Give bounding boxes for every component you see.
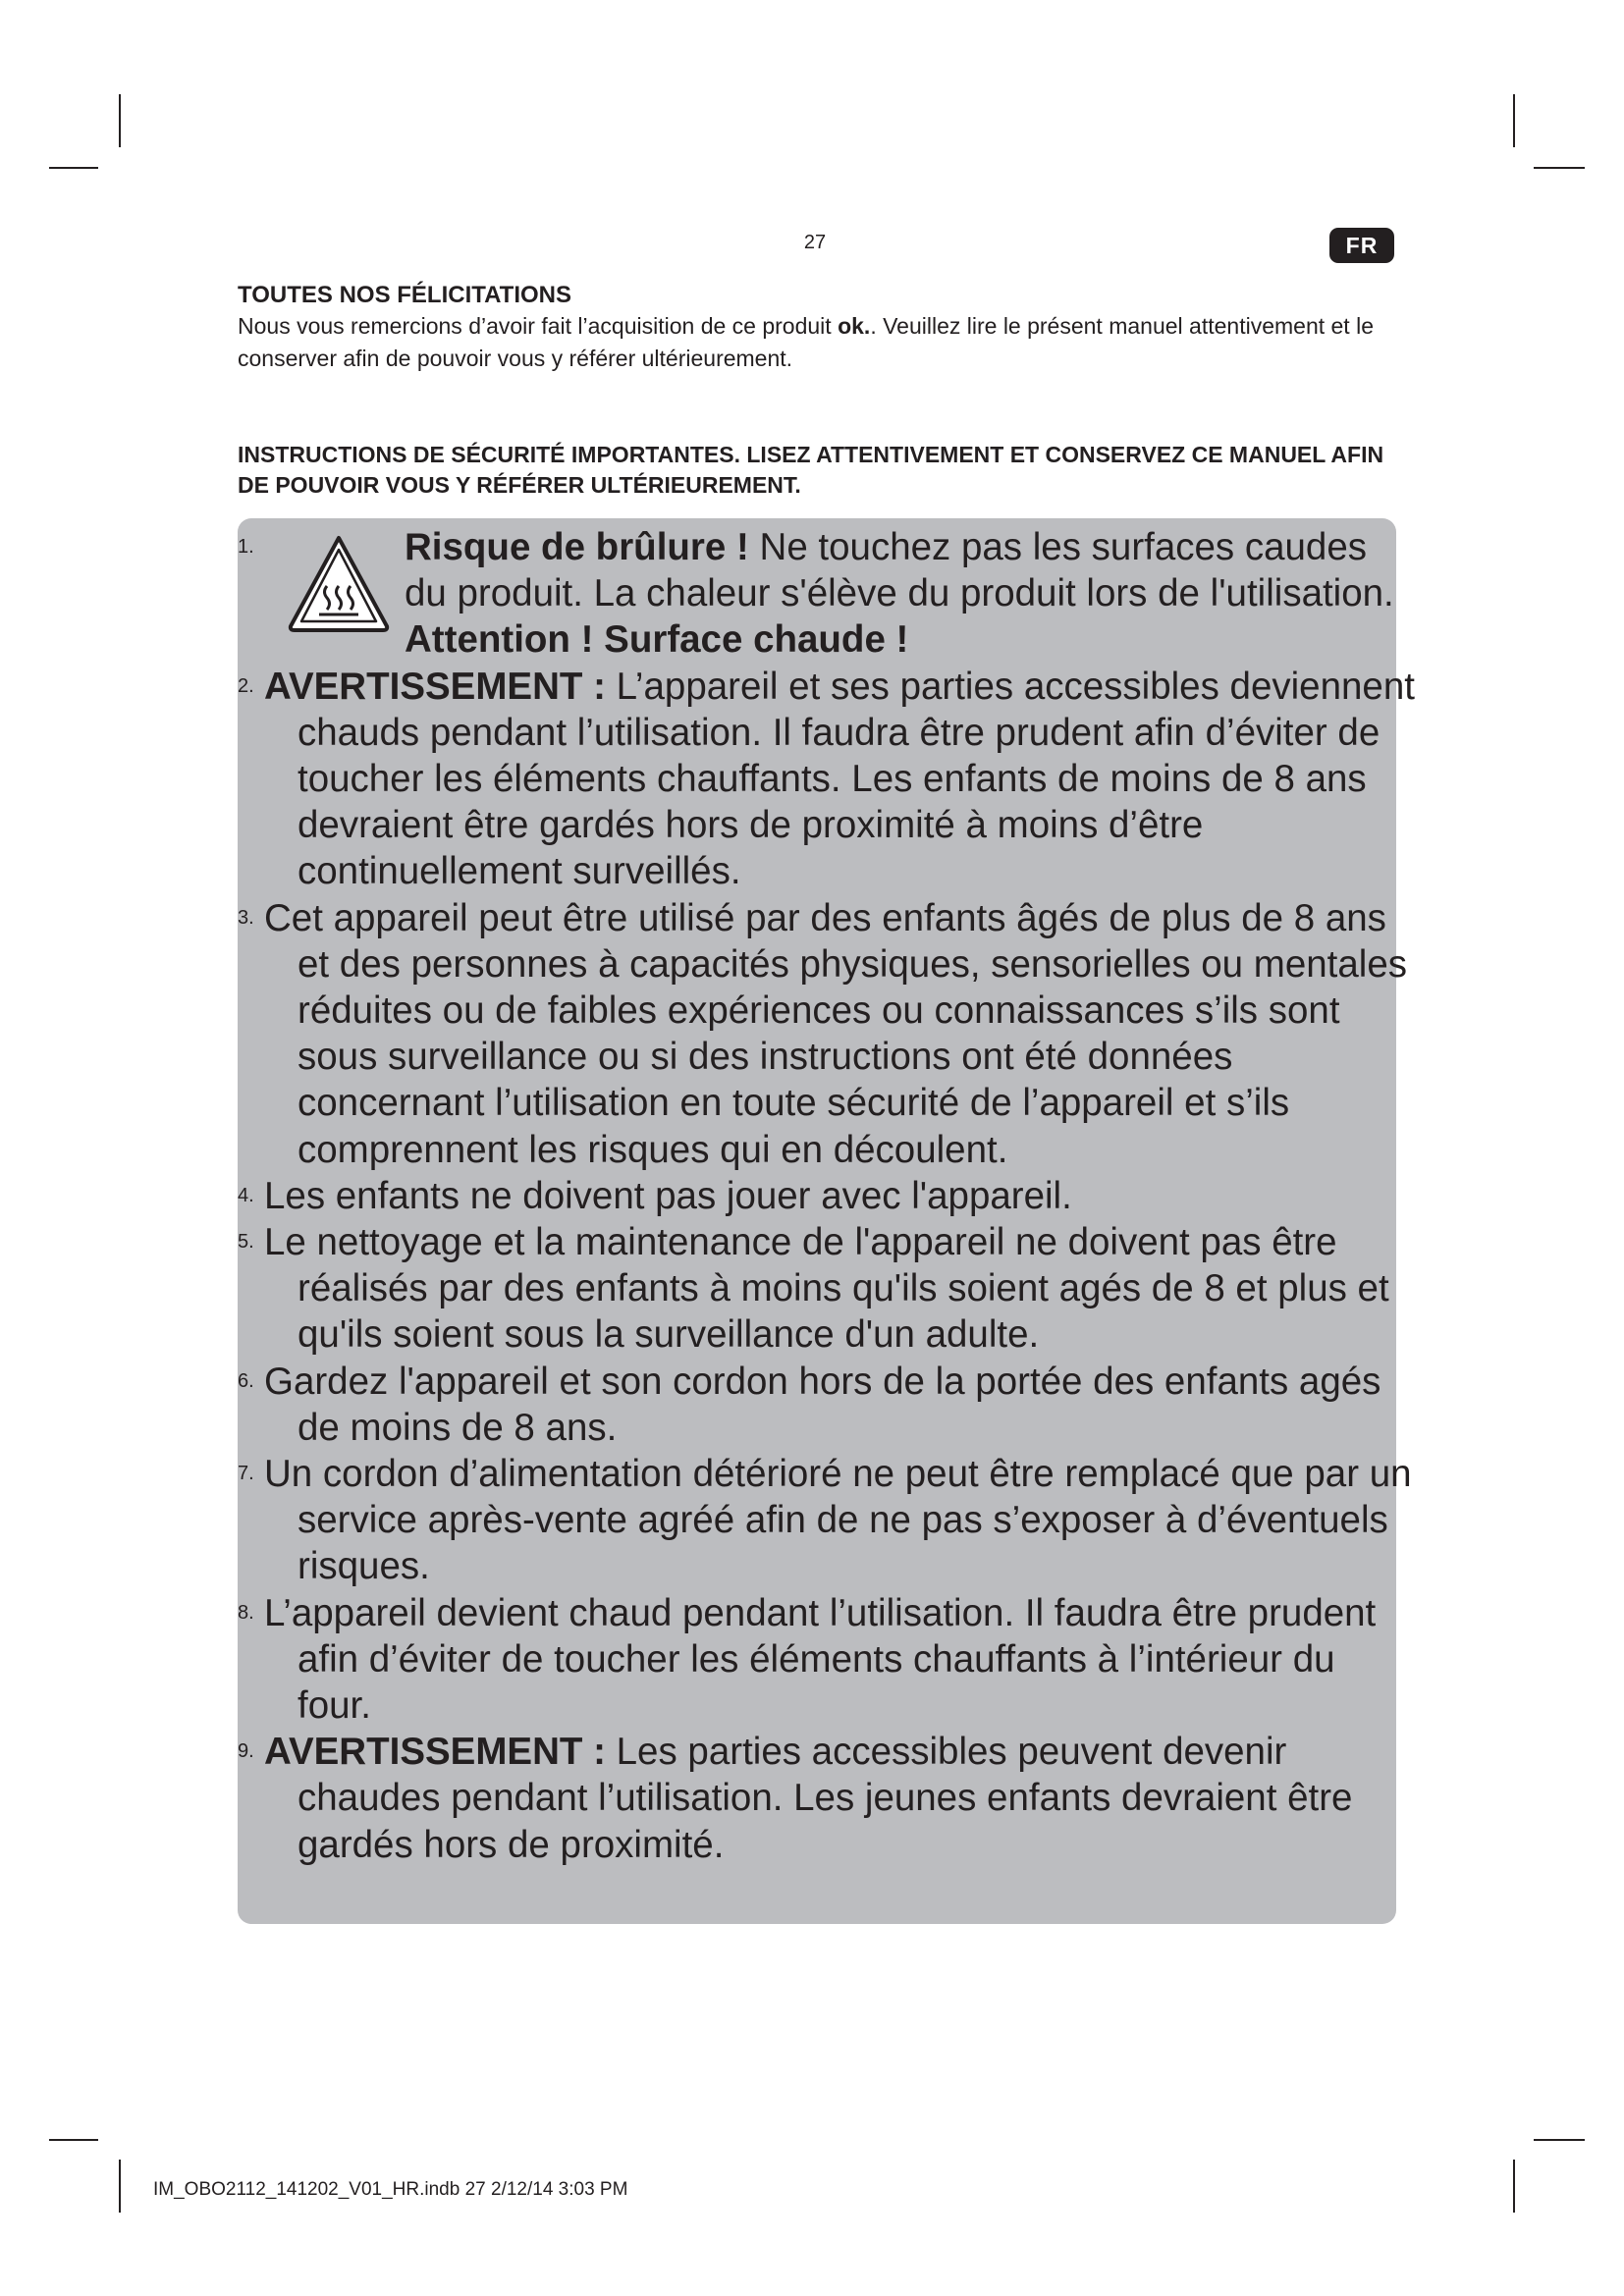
intro-text: . Veuillez lire le présent manuel attentivement et le conserver afin de pouvoir vous y référer ultérieurement. <box>238 313 1374 371</box>
intro-section <box>238 281 1396 375</box>
item-number: 8. <box>238 1601 254 1624</box>
crop-mark <box>1513 94 1515 147</box>
product-name: ok. <box>838 313 871 339</box>
item-text: Le nettoyage et la maintenance de l'appareil ne doivent pas être réalisés par des enfants à moins qu'ils soient agés de 8 et plus et qu'ils soient sous la surveillance d'un adulte. <box>264 1221 1389 1357</box>
list-item <box>238 524 1416 664</box>
safety-list <box>238 524 1416 1868</box>
burn-risk-label: Risque de brûlure ! <box>405 526 749 568</box>
warning-label: AVERTISSEMENT : <box>264 665 606 708</box>
language-badge: FR <box>1329 228 1394 263</box>
list-item <box>238 1590 1416 1730</box>
item-text: L’appareil devient chaud pendant l’utilisation. Il faudra être prudent afin d’éviter de toucher les éléments chauffants à l’intérieur du four. <box>264 1591 1377 1728</box>
list-item <box>238 1173 1416 1219</box>
list-item <box>238 1359 1416 1451</box>
list-item <box>238 664 1416 895</box>
item-text: Ne touchez pas les surfaces caudes du produit. La chaleur s'élève du produit lors de l'utilisation. <box>405 526 1394 615</box>
item-text: Les parties accessibles peuvent devenir chaudes pendant l’utilisation. Les jeunes enfants devraient être gardés hors de proximité. <box>298 1731 1353 1866</box>
item-text: Un cordon d’alimentation détérioré ne peut être remplacé que par un service après-vente agréé afin de ne pas s’exposer à d’éventuels risques. <box>264 1453 1412 1588</box>
item-number: 2. <box>238 674 254 697</box>
item-number: 3. <box>238 906 254 929</box>
crop-mark <box>49 2139 98 2141</box>
intro-text: Nous vous remercions d’avoir fait l’acquisition de ce produit <box>238 313 839 339</box>
crop-mark <box>1534 2139 1585 2141</box>
list-item <box>238 1729 1416 1868</box>
item-text: Gardez l'appareil et son cordon hors de la portée des enfants agés de moins de 8 ans. <box>264 1360 1381 1449</box>
list-item <box>238 895 1416 1173</box>
crop-mark <box>49 167 98 169</box>
footer-file-info: IM_OBO2112_141202_V01_HR.indb 27 2/12/14 3:03 PM <box>153 2179 628 2200</box>
list-item <box>238 1451 1416 1590</box>
warning-label: AVERTISSEMENT : <box>264 1731 606 1774</box>
intro-heading: TOUTES NOS FÉLICITATIONS <box>238 282 572 308</box>
item-number: 6. <box>238 1369 254 1392</box>
item-number: 5. <box>238 1231 254 1254</box>
item-number: 1. <box>238 536 254 558</box>
item-number: 4. <box>238 1184 254 1206</box>
item-number: 7. <box>238 1463 254 1485</box>
crop-mark <box>119 2160 121 2213</box>
hot-surface-warning-icon <box>287 534 391 634</box>
list-item <box>238 1219 1416 1359</box>
item-text: L’appareil et ses parties accessibles deviennent chauds pendant l’utilisation. Il faudra être prudent afin d’éviter de toucher les éléments chauffants. Les enfants de moins de 8 ans devraient être gardés hors de proximité à moins d’être continuellement surveillés. <box>298 665 1415 893</box>
item-text: Les enfants ne doivent pas jouer avec l'appareil. <box>264 1174 1072 1217</box>
crop-mark <box>119 94 121 147</box>
page-number: 27 <box>803 232 827 253</box>
intro-body <box>238 310 1396 375</box>
crop-mark <box>1534 167 1585 169</box>
item-number: 9. <box>238 1740 254 1763</box>
safety-heading: INSTRUCTIONS DE SÉCURITÉ IMPORTANTES. LISEZ ATTENTIVEMENT ET CONSERVEZ CE MANUEL AFIN DE POUVOIR VOUS Y RÉFÉRER ULTÉRIEUREMENT. <box>238 442 1384 498</box>
item-text: Cet appareil peut être utilisé par des enfants âgés de plus de 8 ans et des personnes à capacités physiques, sensorielles ou mentales réduites ou de faibles expériences ou connaissances s’ils sont sous surveillance ou si des instructions ont été données concernant l’utilisation en toute sécurité de l’appareil et s’ils comprennent les risques qui en découlent. <box>264 896 1407 1171</box>
crop-mark <box>1513 2160 1515 2213</box>
hot-surface-label: Attention ! Surface chaude ! <box>405 618 909 662</box>
